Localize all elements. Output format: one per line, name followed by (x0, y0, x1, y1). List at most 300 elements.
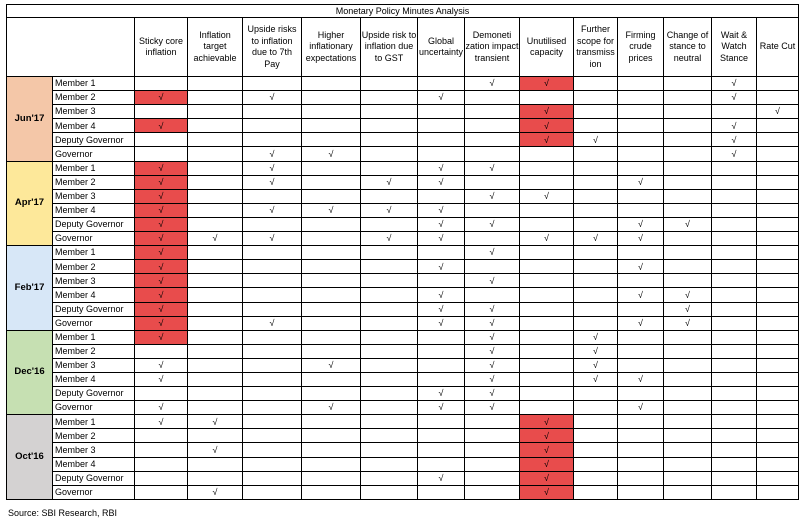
table-row (7, 77, 799, 91)
check-mark: √ (489, 162, 495, 173)
vote-cell (188, 189, 243, 203)
vote-cell (135, 302, 188, 316)
vote-cell (465, 316, 520, 330)
vote-cell (418, 91, 465, 105)
table-row (7, 387, 799, 401)
vote-cell (302, 401, 361, 415)
vote-cell (664, 77, 712, 91)
vote-cell (361, 175, 418, 189)
vote-cell (757, 175, 799, 189)
check-mark: √ (685, 303, 690, 314)
check-mark: √ (775, 106, 780, 117)
column-header: Firming crude prices (618, 18, 664, 77)
vote-cell (135, 105, 188, 119)
vote-cell (188, 274, 243, 288)
vote-cell (618, 119, 664, 133)
vote-cell (574, 485, 618, 499)
check-mark: √ (212, 233, 218, 244)
vote-cell (574, 415, 618, 429)
check-mark: √ (544, 134, 549, 145)
vote-cell (664, 302, 712, 316)
period-label: Apr'17 (7, 161, 53, 246)
vote-cell (757, 429, 799, 443)
vote-cell (757, 161, 799, 175)
check-mark: √ (544, 120, 549, 131)
check-mark: √ (438, 388, 444, 399)
column-header: Upside risks to inflation due to 7th Pay (243, 18, 302, 77)
vote-cell (243, 203, 302, 217)
vote-cell (664, 344, 712, 358)
vote-cell (361, 232, 418, 246)
vote-cell (520, 457, 574, 471)
vote-cell (418, 77, 465, 91)
vote-cell (188, 401, 243, 415)
vote-cell (188, 161, 243, 175)
vote-cell (520, 147, 574, 161)
check-mark: √ (438, 289, 444, 300)
check-mark: √ (158, 162, 164, 173)
check-mark: √ (593, 360, 598, 371)
vote-cell (243, 429, 302, 443)
vote-cell (135, 372, 188, 386)
check-mark: √ (544, 458, 549, 469)
table-row (7, 232, 799, 246)
check-mark: √ (269, 162, 275, 173)
vote-cell (712, 260, 757, 274)
vote-cell (712, 485, 757, 499)
vote-cell (243, 147, 302, 161)
vote-cell (757, 246, 799, 260)
vote-cell (618, 288, 664, 302)
vote-cell (618, 344, 664, 358)
vote-cell (465, 161, 520, 175)
vote-cell (243, 485, 302, 499)
vote-cell (418, 175, 465, 189)
vote-cell (712, 302, 757, 316)
vote-cell (135, 316, 188, 330)
vote-cell (418, 372, 465, 386)
vote-cell (243, 217, 302, 231)
vote-cell (712, 372, 757, 386)
vote-cell (361, 203, 418, 217)
vote-cell (712, 387, 757, 401)
vote-cell (418, 288, 465, 302)
vote-cell (664, 443, 712, 457)
vote-cell (618, 189, 664, 203)
vote-cell (574, 288, 618, 302)
period-label: Oct'16 (7, 415, 53, 500)
check-mark: √ (269, 317, 275, 328)
member-name: Member 4 (53, 288, 135, 302)
check-mark: √ (158, 416, 164, 427)
vote-cell (664, 175, 712, 189)
vote-cell (465, 119, 520, 133)
vote-cell (757, 330, 799, 344)
vote-cell (135, 161, 188, 175)
vote-cell (361, 457, 418, 471)
vote-cell (757, 457, 799, 471)
vote-cell (664, 288, 712, 302)
vote-cell (618, 302, 664, 316)
vote-cell (465, 232, 520, 246)
vote-cell (618, 77, 664, 91)
vote-cell (712, 133, 757, 147)
member-name: Governor (53, 147, 135, 161)
vote-cell (664, 217, 712, 231)
vote-cell (618, 471, 664, 485)
vote-cell (520, 175, 574, 189)
table-row (7, 344, 799, 358)
vote-cell (574, 203, 618, 217)
vote-cell (712, 358, 757, 372)
vote-cell (712, 344, 757, 358)
vote-cell (520, 232, 574, 246)
table-row (7, 91, 799, 105)
vote-cell (520, 415, 574, 429)
column-header: Sticky core inflation (135, 18, 188, 77)
vote-cell (574, 260, 618, 274)
vote-cell (188, 471, 243, 485)
check-mark: √ (269, 176, 275, 187)
member-name: Governor (53, 232, 135, 246)
check-mark: √ (158, 289, 164, 300)
vote-cell (243, 119, 302, 133)
vote-cell (418, 189, 465, 203)
vote-cell (712, 316, 757, 330)
check-mark: √ (685, 219, 690, 230)
member-name: Member 2 (53, 260, 135, 274)
vote-cell (618, 457, 664, 471)
vote-cell (135, 133, 188, 147)
vote-cell (465, 358, 520, 372)
check-mark: √ (328, 148, 334, 159)
vote-cell (757, 217, 799, 231)
vote-cell (664, 203, 712, 217)
vote-cell (465, 133, 520, 147)
vote-cell (135, 232, 188, 246)
vote-cell (664, 105, 712, 119)
vote-cell (664, 330, 712, 344)
check-mark: √ (212, 444, 218, 455)
vote-cell (618, 175, 664, 189)
vote-cell (135, 260, 188, 274)
table-row (7, 457, 799, 471)
check-mark: √ (438, 303, 444, 314)
column-header: Higher inflationary expectations (302, 18, 361, 77)
member-name: Member 4 (53, 119, 135, 133)
vote-cell (135, 387, 188, 401)
vote-cell (664, 457, 712, 471)
check-mark: √ (212, 416, 218, 427)
vote-cell (757, 443, 799, 457)
vote-cell (618, 316, 664, 330)
vote-cell (574, 119, 618, 133)
member-name: Deputy Governor (53, 217, 135, 231)
check-mark: √ (544, 487, 549, 498)
table-row (7, 246, 799, 260)
column-header: Global uncertainty (418, 18, 465, 77)
vote-cell (520, 330, 574, 344)
table-row (7, 330, 799, 344)
check-mark: √ (544, 233, 549, 244)
check-mark: √ (489, 374, 495, 385)
period-label: Dec'16 (7, 330, 53, 415)
vote-cell (302, 189, 361, 203)
member-name: Deputy Governor (53, 133, 135, 147)
vote-cell (618, 217, 664, 231)
vote-cell (361, 189, 418, 203)
vote-cell (574, 372, 618, 386)
vote-cell (418, 217, 465, 231)
check-mark: √ (593, 374, 598, 385)
vote-cell (188, 443, 243, 457)
vote-cell (757, 77, 799, 91)
member-name: Deputy Governor (53, 471, 135, 485)
vote-cell (664, 429, 712, 443)
vote-cell (574, 316, 618, 330)
check-mark: √ (544, 191, 549, 202)
vote-cell (188, 415, 243, 429)
check-mark: √ (158, 233, 164, 244)
vote-cell (418, 330, 465, 344)
table-row (7, 133, 799, 147)
column-header: Upside risk to inflation due to GST (361, 18, 418, 77)
vote-cell (302, 274, 361, 288)
vote-cell (418, 161, 465, 175)
vote-cell (465, 175, 520, 189)
member-name: Member 3 (53, 443, 135, 457)
vote-cell (757, 91, 799, 105)
vote-cell (188, 119, 243, 133)
vote-cell (618, 161, 664, 175)
vote-cell (361, 217, 418, 231)
vote-cell (302, 358, 361, 372)
vote-cell (757, 147, 799, 161)
check-mark: √ (328, 360, 334, 371)
vote-cell (618, 91, 664, 105)
check-mark: √ (158, 261, 164, 272)
vote-cell (135, 288, 188, 302)
vote-cell (302, 429, 361, 443)
vote-cell (188, 203, 243, 217)
table-row (7, 119, 799, 133)
vote-cell (188, 77, 243, 91)
vote-cell (712, 288, 757, 302)
column-header: Demoneti zation impact transient (465, 18, 520, 77)
vote-cell (664, 316, 712, 330)
vote-cell (757, 358, 799, 372)
vote-cell (243, 260, 302, 274)
column-header: Further scope for transmiss ion (574, 18, 618, 77)
member-name: Member 4 (53, 457, 135, 471)
vote-cell (520, 91, 574, 105)
vote-cell (361, 415, 418, 429)
vote-cell (302, 161, 361, 175)
table-row (7, 471, 799, 485)
vote-cell (135, 147, 188, 161)
member-name: Member 2 (53, 344, 135, 358)
vote-cell (361, 358, 418, 372)
vote-cell (135, 415, 188, 429)
vote-cell (135, 203, 188, 217)
vote-cell (712, 203, 757, 217)
vote-cell (243, 246, 302, 260)
vote-cell (465, 330, 520, 344)
table-row (7, 288, 799, 302)
vote-cell (361, 119, 418, 133)
member-name: Member 3 (53, 105, 135, 119)
check-mark: √ (158, 176, 164, 187)
vote-cell (574, 77, 618, 91)
vote-cell (135, 358, 188, 372)
vote-cell (618, 443, 664, 457)
member-name: Member 4 (53, 372, 135, 386)
vote-cell (520, 443, 574, 457)
vote-cell (520, 217, 574, 231)
vote-cell (188, 372, 243, 386)
vote-cell (418, 302, 465, 316)
header-blank-cell (7, 18, 135, 77)
vote-cell (574, 330, 618, 344)
vote-cell (574, 401, 618, 415)
vote-cell (520, 161, 574, 175)
vote-cell (664, 161, 712, 175)
vote-cell (757, 274, 799, 288)
check-mark: √ (269, 233, 275, 244)
vote-cell (302, 457, 361, 471)
vote-cell (243, 175, 302, 189)
vote-cell (243, 316, 302, 330)
vote-cell (361, 246, 418, 260)
vote-cell (243, 387, 302, 401)
vote-cell (664, 471, 712, 485)
vote-cell (757, 415, 799, 429)
vote-cell (618, 260, 664, 274)
vote-cell (243, 330, 302, 344)
vote-cell (361, 401, 418, 415)
vote-cell (520, 344, 574, 358)
vote-cell (243, 105, 302, 119)
vote-cell (243, 91, 302, 105)
vote-cell (302, 246, 361, 260)
vote-cell (757, 189, 799, 203)
vote-cell (712, 91, 757, 105)
check-mark: √ (638, 374, 643, 385)
vote-cell (618, 105, 664, 119)
vote-cell (574, 232, 618, 246)
vote-cell (465, 189, 520, 203)
table-row (7, 260, 799, 274)
check-mark: √ (212, 487, 218, 498)
vote-cell (361, 387, 418, 401)
vote-cell (664, 387, 712, 401)
vote-cell (712, 401, 757, 415)
check-mark: √ (386, 205, 392, 216)
source-note: Source: SBI Research, RBI (8, 508, 118, 518)
vote-cell (302, 203, 361, 217)
column-header: Inflation target achievable (188, 18, 243, 77)
vote-cell (465, 372, 520, 386)
vote-cell (135, 274, 188, 288)
vote-cell (418, 260, 465, 274)
vote-cell (465, 77, 520, 91)
vote-cell (302, 105, 361, 119)
vote-cell (418, 471, 465, 485)
vote-cell (520, 302, 574, 316)
vote-cell (757, 260, 799, 274)
vote-cell (574, 189, 618, 203)
vote-cell (757, 387, 799, 401)
vote-cell (664, 358, 712, 372)
vote-cell (664, 274, 712, 288)
table-row (7, 372, 799, 386)
check-mark: √ (731, 92, 737, 103)
check-mark: √ (269, 205, 275, 216)
period-label: Feb'17 (7, 246, 53, 331)
check-mark: √ (685, 289, 690, 300)
vote-cell (135, 485, 188, 499)
check-mark: √ (438, 205, 444, 216)
member-name: Member 1 (53, 415, 135, 429)
vote-cell (243, 358, 302, 372)
vote-cell (574, 358, 618, 372)
vote-cell (465, 344, 520, 358)
vote-cell (757, 401, 799, 415)
vote-cell (302, 387, 361, 401)
vote-cell (618, 274, 664, 288)
vote-cell (135, 119, 188, 133)
check-mark: √ (638, 402, 643, 413)
check-mark: √ (489, 247, 495, 258)
check-mark: √ (638, 289, 643, 300)
vote-cell (361, 330, 418, 344)
vote-cell (361, 443, 418, 457)
check-mark: √ (544, 106, 549, 117)
member-name: Member 2 (53, 429, 135, 443)
check-mark: √ (158, 331, 164, 342)
vote-cell (618, 401, 664, 415)
vote-cell (520, 429, 574, 443)
vote-cell (757, 471, 799, 485)
member-name: Deputy Governor (53, 387, 135, 401)
vote-cell (302, 471, 361, 485)
vote-cell (361, 372, 418, 386)
vote-cell (188, 344, 243, 358)
vote-cell (361, 429, 418, 443)
check-mark: √ (158, 374, 164, 385)
vote-cell (243, 372, 302, 386)
vote-cell (757, 203, 799, 217)
check-mark: √ (386, 233, 392, 244)
policy-minutes-table (6, 4, 799, 500)
vote-cell (135, 471, 188, 485)
vote-cell (465, 471, 520, 485)
vote-cell (520, 274, 574, 288)
vote-cell (243, 232, 302, 246)
vote-cell (465, 91, 520, 105)
vote-cell (574, 105, 618, 119)
vote-cell (520, 189, 574, 203)
period-label: Jun'17 (7, 77, 53, 162)
vote-cell (135, 91, 188, 105)
member-name: Governor (53, 401, 135, 415)
vote-cell (188, 260, 243, 274)
check-mark: √ (489, 402, 495, 413)
vote-cell (302, 133, 361, 147)
vote-cell (712, 330, 757, 344)
vote-cell (465, 203, 520, 217)
member-name: Governor (53, 316, 135, 330)
